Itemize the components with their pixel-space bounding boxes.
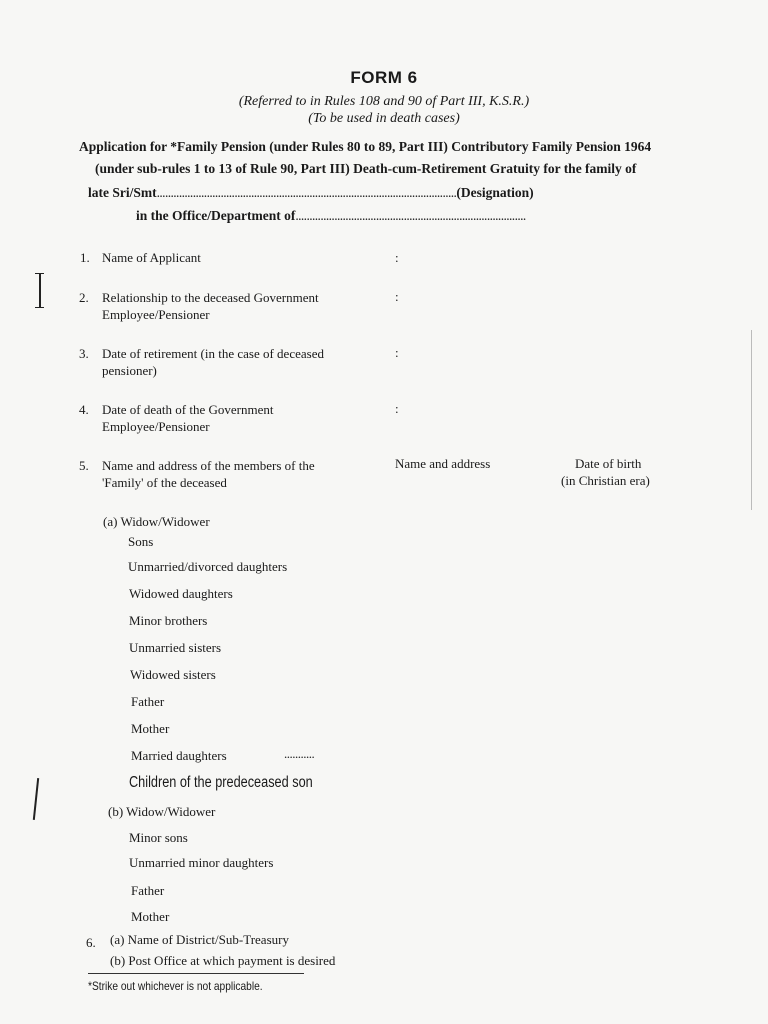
column-header-name-address: Name and address — [395, 456, 491, 471]
member-mother-a: Mother — [131, 721, 170, 736]
member-married-daughters: Married daughters — [131, 748, 227, 763]
form-reference-line: (Referred to in Rules 108 and 90 of Part III, K.S.R.) — [238, 94, 530, 109]
form-title: FORM 6 — [350, 68, 418, 87]
item-2-colon: : — [395, 289, 399, 304]
member-minor-brothers: Minor brothers — [129, 613, 208, 628]
member-father-b: Father — [131, 883, 165, 898]
item-3-number: 3. — [79, 346, 89, 361]
item-2-number: 2. — [79, 290, 89, 305]
scan-artifact-bracket — [39, 274, 41, 308]
member-mother-b: Mother — [131, 909, 170, 924]
item-6a-district-sub-treasury: (a) Name of District/Sub-Treasury — [110, 932, 289, 947]
member-widowed-daughters: Widowed daughters — [129, 586, 233, 601]
item-2-label-line-2: Employee/Pensioner — [102, 307, 210, 322]
member-unmarried-minor-daughters: Unmarried minor daughters — [129, 855, 274, 870]
member-father-a: Father — [131, 694, 165, 709]
office-department-label: in the Office/Department of — [136, 208, 296, 223]
scan-artifact-edge-line — [751, 330, 752, 510]
item-4-number: 4. — [79, 402, 89, 417]
group-a-label: (a) Widow/Widower — [103, 514, 210, 529]
scan-artifact-bracket-bottom — [35, 307, 44, 308]
item-5-number: 5. — [79, 458, 89, 473]
item-5-label-line-2: 'Family' of the deceased — [102, 475, 227, 490]
member-minor-sons: Minor sons — [129, 830, 188, 845]
item-1-colon: : — [395, 250, 399, 265]
heading-line-4 — [136, 208, 526, 224]
item-3-label-line-2: pensioner) — [102, 363, 157, 378]
married-daughters-blank: ........... — [284, 746, 315, 761]
member-unmarried-divorced-daughters: Unmarried/divorced daughters — [128, 559, 288, 574]
footnote-divider — [88, 973, 304, 974]
item-3-colon: : — [395, 345, 399, 360]
item-1-label: Name of Applicant — [102, 250, 201, 265]
item-6b-post-office: (b) Post Office at which payment is desired — [110, 953, 336, 968]
column-header-date-of-birth: Date of birth — [575, 456, 642, 471]
member-widowed-sisters: Widowed sisters — [130, 667, 216, 682]
heading-line-3 — [88, 185, 534, 201]
form-usage-line: (To be used in death cases) — [308, 111, 460, 126]
late-sri-smt-label: late Sri/Smt — [88, 185, 157, 200]
group-b-label: (b) Widow/Widower — [108, 804, 216, 819]
heading-line-1: Application for *Family Pension (under Rules 80 to 89, Part III) Contributory Family Pension 1964 — [79, 139, 652, 154]
scan-artifact-bracket-top — [35, 273, 44, 274]
scan-artifact-stroke — [33, 778, 39, 820]
office-department-blank: ................................................................................... — [295, 208, 526, 223]
member-unmarried-sisters: Unmarried sisters — [129, 640, 222, 655]
deceased-name-blank: ............................................................................................................ — [156, 185, 457, 200]
item-4-label-line-2: Employee/Pensioner — [102, 419, 210, 434]
designation-label: (Designation) — [456, 185, 534, 200]
item-3-label-line-1: Date of retirement (in the case of deceased — [102, 346, 324, 361]
item-5-label-line-1: Name and address of the members of the — [102, 458, 315, 473]
footnote: *Strike out whichever is not applicable. — [88, 979, 263, 993]
item-2-label-line-1: Relationship to the deceased Government — [102, 290, 319, 305]
item-4-label-line-1: Date of death of the Government — [102, 402, 274, 417]
member-sons: Sons — [128, 534, 154, 549]
children-of-predeceased-son: Children of the predeceased son — [129, 774, 313, 791]
column-header-christian-era: (in Christian era) — [561, 473, 650, 488]
item-6-number: 6. — [86, 935, 96, 950]
item-1-number: 1. — [80, 250, 90, 265]
item-4-colon: : — [395, 401, 399, 416]
heading-line-2: (under sub-rules 1 to 13 of Rule 90, Part III) Death-cum-Retirement Gratuity for the family of — [95, 161, 637, 176]
